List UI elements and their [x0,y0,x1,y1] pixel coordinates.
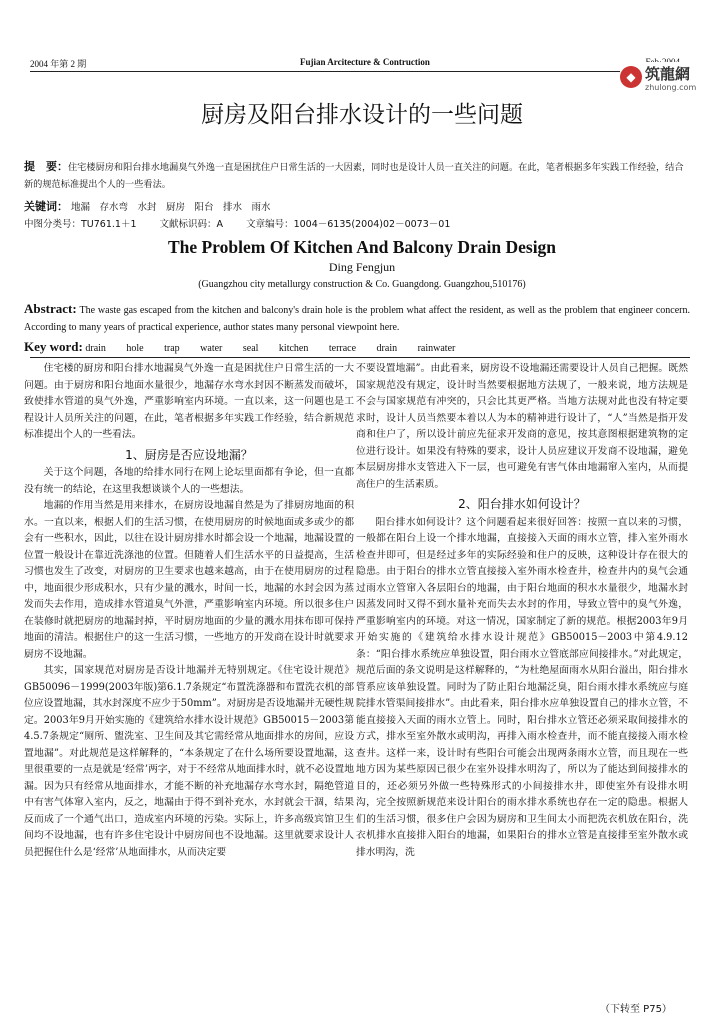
paragraph: 地漏的作用当然是用来排水，在厨房设地漏自然是为了排厨房地面的积水。一直以来，根据人们的生活习惯，在使用厨房的时候地面或多或少的都会有一些积水，因此，以往在设计厨房排水时都会设一个地漏，地漏设置的位置一般设计在靠近洗涤池的位置。但随着人们生活水平的日益提高，生活习惯也发生了改变，对厨房的卫生要求也越来越高，由于在使用厨房的过程中，地面很少形成积水，只有少量的溅水，时间一长，地漏的水封会因为蒸发而失去作用，造成排水管道臭气外泄，严重影响室内环境。所以很多住户在装修时就把厨房的地漏封掉，平时厨房地面的少量的溅水用抹布即可保持地面的清洁。根据住户的这一生活习惯，一些地方的开发商在设计时就要求厨房不设地漏。 [24,500,354,660]
logo-name: 筑龍網 [645,65,691,83]
clc-number: 中图分类号：TU761.1＋1 [24,219,137,230]
keywords-chinese [24,198,688,214]
body-column-left [24,361,354,861]
running-header [30,57,680,71]
abstract-en-text: The waste gas escaped from the kitchen and balcony's drain hole is the problem what affect the resident, as well as the problem that engineer concern. According to many years of practical experience, author states many personal viewpoint here. [24,305,690,333]
body-rule [30,357,690,358]
header-issue: 2004 年第 2 期 [30,59,87,69]
header-journal: Fujian Arcitecture & Contruction [300,57,430,67]
paragraph: 不要设置地漏”。由此看来，厨房设不设地漏还需要设计人员自己把握。既然国家规范没有规定，设计时当然要根据地方法规了，一般来说，地方法规是不会与国家规范有冲突的，只会比其更严格。当地方法规对此也没有特定要求时，设计人员当然要本着以人为本的精神进行设计了，“人”当然是指开发商和住户了，所以设计前应先征求开发商的意见，按其意图根据建筑物的定位进行设计。如果没有特殊的要求，设计人员应建议开发商不设地漏，避免本层厨房排水支管进入下一层，也可避免有害气体由地漏窜入室内，从而提高住户的生活素质。 [356,363,688,490]
keywords-label: 关键词： [24,200,68,213]
affiliation-english: (Guangzhou city metallurgy construction & Co. Guangdong. Guangzhou,510176) [198,279,526,290]
abstract-english [24,300,690,336]
classification-line [24,216,688,230]
paragraph: 关于这个问题，各地的给排水同行在网上论坛里面都有争论，但一直都没有统一的结论，在这里我想谈谈个人的一些想法。 [24,467,354,495]
document-code: 文献标识码：A [159,219,224,230]
body-column-right [356,361,688,861]
keywords-english [24,339,690,355]
keywords-text: 地漏 存水弯 水封 厨房 阳台 排水 雨水 [71,202,271,213]
abstract-label: 提 要： [24,160,68,173]
title-chinese: 厨房及阳台排水设计的一些问题 [201,102,523,128]
watermark-logo [620,62,720,100]
abstract-chinese [24,158,688,193]
keywords-en-text: drain hole trap water seal kitchen terrace drain rainwater [85,343,456,354]
author-english: Ding Fengjun [328,260,396,274]
paragraph: 阳台排水如何设计？这个问题看起来很好回答：按照一直以来的习惯，一般都在阳台上设一个排水地漏，直接接入天面的雨水立管，排入室外雨水检查井即可，但是经过多年的实际经验和住户的反映，这种设计存在很大的隐患。由于阳台的排水立管直接接入室外雨水检查井，检查井内的臭气会通过雨水立管窜入各层阳台的地漏，由于阳台地面的积水水量很少，地漏水封因蒸发同时又得不到水量补充而失去水封的作用，导致立管中的臭气外逸，严重影响室内的环境。对这一情况，国家制定了新的规范。根据2003年9月开始实施的《建筑给水排水设计规范》GB50015－2003中第4.9.12条：“阳台排水系统应单独设置，阳台雨水立管底部应间接排水。”对此规定，规范后面的条文说明是这样解释的，“为杜绝屋面雨水从阳台溢出，阳台排水管系应该单独设置。同时为了防止阳台地漏泛臭，阳台雨水排水系统应与庭院排水管渠间接排水”。由此看来，阳台排水应单独设置自己的排水立管，不能直接接入天面的雨水立管上。同时，阳台排水立管还必须采取间接排水的方式，排水至室外散水或明沟，再排入雨水检查井，而不能直接接入雨水检查井。这样一来，设计时有些阳台可能会出现两条雨水立管，而且现在一些地方因为某些原因已很少在室外设排水明沟了，所以为了能达到间接排水的目的，还必须另外做一些特殊形式的小间接排水井，即使室外有设排水明沟，完全按照新规范来设计阳台的雨水排水系统也存在一定的隐患。根据人们的生活习惯，很多住户会因为厨房和卫生间太小而把洗衣机放在阳台，洗衣机排水直接排入阳台的地漏，如果阳台的排水立管是直接排至室外散水或排水明沟，洗 [356,516,688,858]
article-number: 文章编号：1004－6135(2004)02－0073－01 [246,219,451,230]
title-english: The Problem Of Kitchen And Balcony Drain Design [167,237,557,257]
header-rule [30,71,690,72]
logo-url: zhulong.com [645,83,697,92]
section-heading-1: 1、厨房是否应设地漏？ [125,447,253,462]
continued-note: （下转至 P75） [600,1004,672,1015]
logo-icon: ◆ [620,66,642,88]
abstract-text: 住宅楼厨房和阳台排水地漏臭气外逸一直是困扰住户日常生活的一大因素，同时也是设计人员一直关注的问题。在此，笔者根据多年实践工作经验，结合新的规范标准提出个人的一些看法。 [24,162,684,190]
section-heading-2: 2、阳台排水如何设计？ [458,497,586,511]
paragraph: 住宅楼的厨房和阳台排水地漏臭气外逸一直是困扰住户日常生活的一大问题。由于厨房和阳台地面水量很少，地漏存水弯水封因不断蒸发而破坏，致使排水管道的臭气外逸，严重影响室内环境。一直以来，这一问题也是工程设计人员所关注的问题，在此，笔者根据多年实践工作经验，结合新规范标准提出个人的一些看法。 [24,363,354,440]
abstract-en-label: Abstract: [24,301,77,316]
keywords-en-label: Key word: [24,339,83,354]
paragraph: 其实，国家规范对厨房是否设计地漏并无特别规定。《住宅设计规范》GB50096－1999(2003年版)第6.1.7条规定“布置洗涤器和布置洗衣机的部位应设置地漏，其水封深度不应少于50mm”。对厨房是否设地漏并无硬性规定。2003年9月开始实施的《建筑给水排水设计规范》GB50015－2003第4.5.7条规定“厕所、盥洗室、卫生间及其它需经常从地面排水的房间，应设置地漏”。对此规范是这样解释的，“本条规定了在什么场所要设置地漏，这里很重要的一点是就是‘经常’两字，对于不经常从地面排水时，就不必设置地漏。因为只有经常从地面排水，才能不断的补充地漏存水弯水封，隔绝管道中有害气体窜入室内，反之，地漏由于得不到补充水，水封就会干涸，结果反而成了一个通气出口，造成室内环境的污染。实际上，许多高级宾馆卫生间均不设地漏，也有许多住宅设计中厨房间也不设地漏。这里就要求设计人员把握住什么是‘经常’从地面排水，从而决定要 [24,665,354,858]
